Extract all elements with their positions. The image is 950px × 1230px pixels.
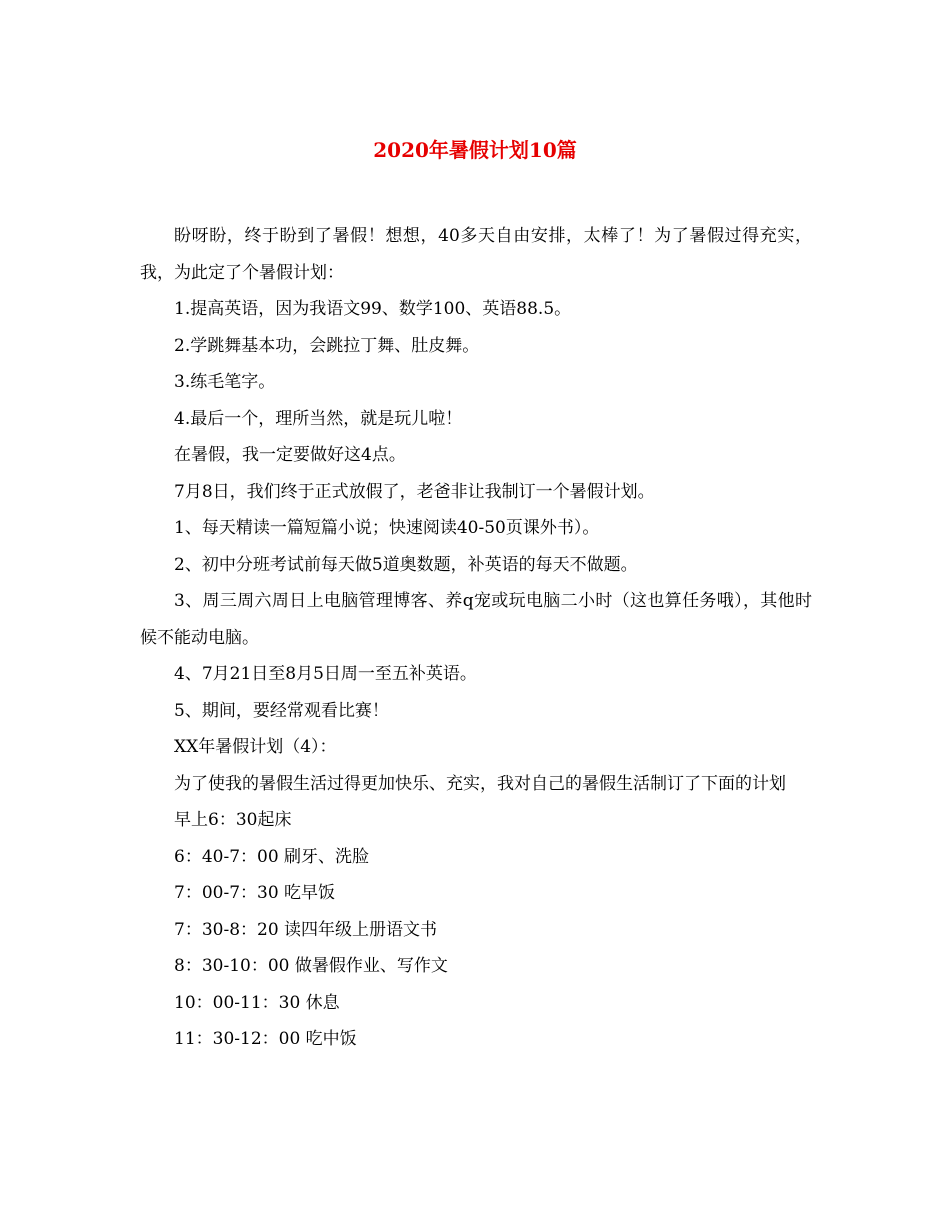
schedule-line: 8：30-10：00 做暑假作业、写作文 [174, 956, 448, 976]
schedule-line: 6：40-7：00 刷牙、洗脸 [174, 846, 370, 867]
paragraph-plan-item-3: 3.练毛笔字。 [174, 372, 276, 392]
paragraph-plan-item-1: 1.提高英语，因为我语文99、数学100、英语88.5。 [174, 299, 572, 319]
paragraph-task-4: 4、7月21日至8月5日周一至五补英语。 [174, 664, 477, 684]
paragraph-task-1: 1、每天精读一篇短篇小说；快速阅读40-50页课外书）。 [174, 518, 600, 538]
paragraph-holiday-start: 7月8日，我们终于正式放假了，老爸非让我制订一个暑假计划。 [174, 481, 655, 502]
schedule-line: 7：30-8：20 读四年级上册语文书 [174, 919, 438, 940]
paragraph-intro: 盼呀盼，终于盼到了暑假！想想，40多天自由安排，太棒了！为了暑假过得充实，我，为此定了个暑假计划： [140, 226, 812, 283]
paragraph-task-2: 2、初中分班考试前每天做5道奥数题，补英语的每天不做题。 [174, 554, 638, 575]
paragraph-summary: 在暑假，我一定要做好这4点。 [174, 445, 406, 465]
paragraph-plan-item-2: 2.学跳舞基本功，会跳拉丁舞、肚皮舞。 [174, 335, 480, 356]
document-body [140, 218, 812, 1058]
schedule-line: 11：30-12：00 吃中饭 [174, 1029, 357, 1049]
schedule-line: 早上6：30起床 [174, 810, 292, 830]
paragraph-task-5: 5、期间，要经常观看比赛！ [174, 700, 389, 721]
schedule-line: 7：00-7：30 吃早饭 [174, 883, 336, 903]
paragraph-section-intro: 为了使我的暑假生活过得更加快乐、充实，我对自己的暑假生活制订了下面的计划 [174, 773, 786, 794]
document-title: 2020年暑假计划10篇 [373, 138, 577, 162]
schedule-line: 10：00-11：30 休息 [174, 992, 340, 1013]
paragraph-plan-item-4: 4.最后一个，理所当然，就是玩儿啦！ [174, 408, 463, 429]
paragraph-task-3: 3、周三周六周日上电脑管理博客、养q宠或玩电脑二小时（这也算任务哦），其他时候不能动电脑。 [140, 591, 812, 648]
paragraph-section-heading: XX年暑假计划（4）： [174, 737, 337, 757]
